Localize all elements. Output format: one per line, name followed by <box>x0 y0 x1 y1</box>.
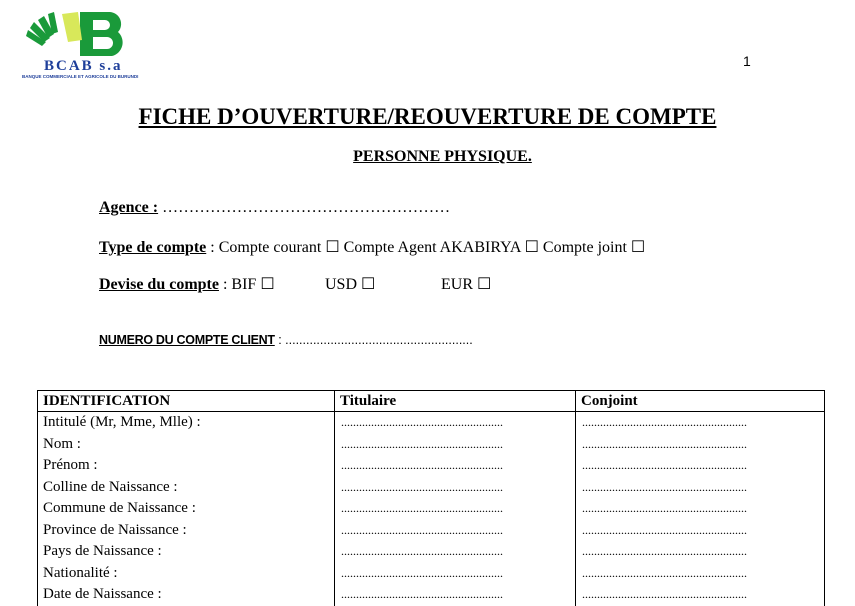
devise-usd-checkbox[interactable]: USD ☐ <box>325 276 376 293</box>
titulaire-field[interactable]: ...................................................... <box>335 498 576 520</box>
devise-line <box>99 274 492 294</box>
logo-name: BCAB s.a <box>44 58 123 74</box>
agence-field[interactable]: ……………………………………………… <box>158 199 451 216</box>
agence-label: Agence : <box>99 199 159 216</box>
conjoint-field[interactable]: ....................................................... <box>576 434 825 456</box>
table-row <box>38 455 825 477</box>
conjoint-field[interactable]: ....................................................... <box>576 498 825 520</box>
table-row <box>38 563 825 585</box>
type-compte-label: Type de compte <box>99 239 207 256</box>
numero-label: NUMERO DU COMPTE CLIENT <box>99 333 275 347</box>
devise-label: Devise du compte <box>99 276 219 293</box>
titulaire-field[interactable]: ...................................................... <box>335 520 576 542</box>
titulaire-field[interactable]: ...................................................... <box>335 541 576 563</box>
conjoint-field[interactable]: ....................................................... <box>576 412 825 434</box>
header-conjoint: Conjoint <box>576 391 825 412</box>
header-identification: IDENTIFICATION <box>38 391 335 412</box>
devise-bif-checkbox[interactable]: : BIF ☐ <box>218 276 275 293</box>
row-label: Intitulé (Mr, Mme, Mlle) : <box>38 412 335 434</box>
table-row <box>38 520 825 542</box>
devise-eur-checkbox[interactable]: EUR ☐ <box>441 276 492 293</box>
header-titulaire: Titulaire <box>335 391 576 412</box>
conjoint-field[interactable]: ....................................................... <box>576 477 825 499</box>
type-compte-line <box>99 237 645 257</box>
table-row <box>38 477 825 499</box>
conjoint-field[interactable]: ....................................................... <box>576 541 825 563</box>
table-row <box>38 584 825 606</box>
row-label: Commune de Naissance : <box>38 498 335 520</box>
titulaire-field[interactable]: ...................................................... <box>335 477 576 499</box>
document-title: FICHE D’OUVERTURE/REOUVERTURE DE COMPTE <box>138 104 717 129</box>
agence-line <box>99 199 450 217</box>
row-label: Prénom : <box>38 455 335 477</box>
conjoint-field[interactable]: ....................................................... <box>576 584 825 606</box>
row-label: Date de Naissance : <box>38 584 335 606</box>
titulaire-field[interactable]: ...................................................... <box>335 584 576 606</box>
table-row <box>38 541 825 563</box>
table-header <box>38 391 825 412</box>
row-label: Nom : <box>38 434 335 456</box>
numero-field[interactable]: : ...................................................... <box>274 333 473 347</box>
type-compte-options[interactable]: : Compte courant ☐ Compte Agent AKABIRYA ☐ Compte joint ☐ <box>206 239 646 256</box>
titulaire-field[interactable]: ...................................................... <box>335 563 576 585</box>
conjoint-field[interactable]: ....................................................... <box>576 520 825 542</box>
logo-subtitle: BANQUE COMMERCIALE ET AGRICOLE DU BURUNDI <box>22 74 139 79</box>
table-row <box>38 412 825 434</box>
titulaire-field[interactable]: ...................................................... <box>335 434 576 456</box>
row-label: Pays de Naissance : <box>38 541 335 563</box>
identification-table <box>37 390 825 606</box>
table-row <box>38 434 825 456</box>
titulaire-field[interactable]: ...................................................... <box>335 455 576 477</box>
conjoint-field[interactable]: ....................................................... <box>576 563 825 585</box>
table-row <box>38 498 825 520</box>
numero-compte-line <box>99 333 473 347</box>
titulaire-field[interactable]: ...................................................... <box>335 412 576 434</box>
conjoint-field[interactable]: ....................................................... <box>576 455 825 477</box>
page-number: 1 <box>743 53 751 69</box>
row-label: Province de Naissance : <box>38 520 335 542</box>
row-label: Colline de Naissance : <box>38 477 335 499</box>
document-subtitle: PERSONNE PHYSIQUE. <box>353 148 532 165</box>
row-label: Nationalité : <box>38 563 335 585</box>
